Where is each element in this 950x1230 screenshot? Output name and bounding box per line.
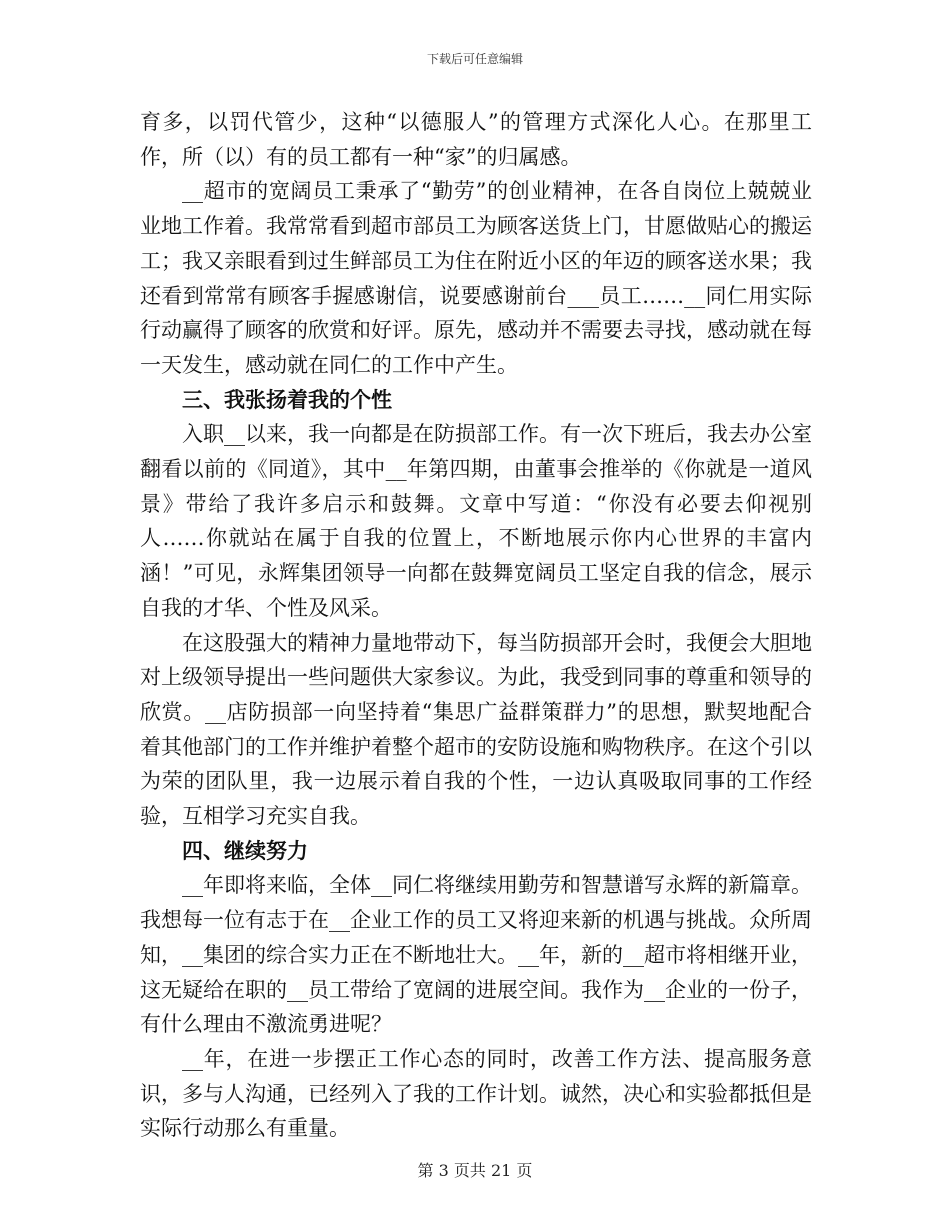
paragraph: __年，在进一步摆正工作心态的同时，改善工作方法、提高服务意识，多与人沟通，已经列入了我的工作计划。诚然，决心和实验都抵但是实际行动那么有重量。	[140, 1046, 812, 1141]
paragraph: 在这股强大的精神力量地带动下，每当防损部开会时，我便会大胆地对上级领导提出一些问题供大家参议。为此，我受到同事的尊重和领导的欣赏。__店防损部一向坚持着“集思广益群策群力”的思想，默契地配合着其他部门的工作并维护着整个超市的安防设施和购物秩序。在这个引以为荣的团队里，我一边展示着自我的个性，一边认真吸取同事的工作经验，互相学习充实自我。	[140, 630, 812, 829]
paragraph: __年即将来临，全体__同仁将继续用勤劳和智慧谱写永辉的新篇章。我想每一位有志于在__企业工作的员工又将迎来新的机遇与挑战。众所周知，__集团的综合实力正在不断地壮大。__年，新的__超市将相继开业，这无疑给在职的__员工带给了宽阔的进展空间。我作为__企业的一份子，有什么理由不激流勇进呢？	[140, 873, 812, 1037]
section-heading-3: 三、我张扬着我的个性	[182, 386, 392, 412]
paragraph: 入职__以来，我一向都是在防损部工作。有一次下班后，我去办公室翻看以前的《同道》，其中__年第四期，由董事会推举的《你就是一道风景》带给了我许多启示和鼓舞。文章中写道：“你没有必要去仰视别人……你就站在属于自我的位置上，不断地展示你内心世界的丰富内涵！”可见，永辉集团领导一向都在鼓舞宽阔员工坚定自我的信念，展示自我的才华、个性及风采。	[140, 422, 812, 620]
section-heading-4: 四、继续努力	[182, 837, 308, 863]
document-body	[140, 105, 812, 1146]
paragraph: __超市的宽阔员工秉承了“勤劳”的创业精神，在各自岗位上兢兢业业地工作着。我常常看到超市部员工为顾客送货上门，甘愿做贴心的搬运工；我又亲眼看到过生鲜部员工为住在附近小区的年迈的顾客送水果；我还看到常常有顾客手握感谢信，说要感谢前台___员工……__同仁用实际行动赢得了顾客的欣赏和好评。原先，感动并不需要去寻找，感动就在每一天发生，感动就在同仁的工作中产生。	[140, 179, 812, 377]
page-footer: 第 3 页共 21 页	[417, 1161, 533, 1180]
paragraph-continued: 育多，以罚代管少，这种“以德服人”的管理方式深化人心。在那里工作，所（以）有的员工都有一种“家”的归属感。	[140, 110, 812, 169]
page-header: 下载后可任意编辑	[426, 52, 523, 66]
